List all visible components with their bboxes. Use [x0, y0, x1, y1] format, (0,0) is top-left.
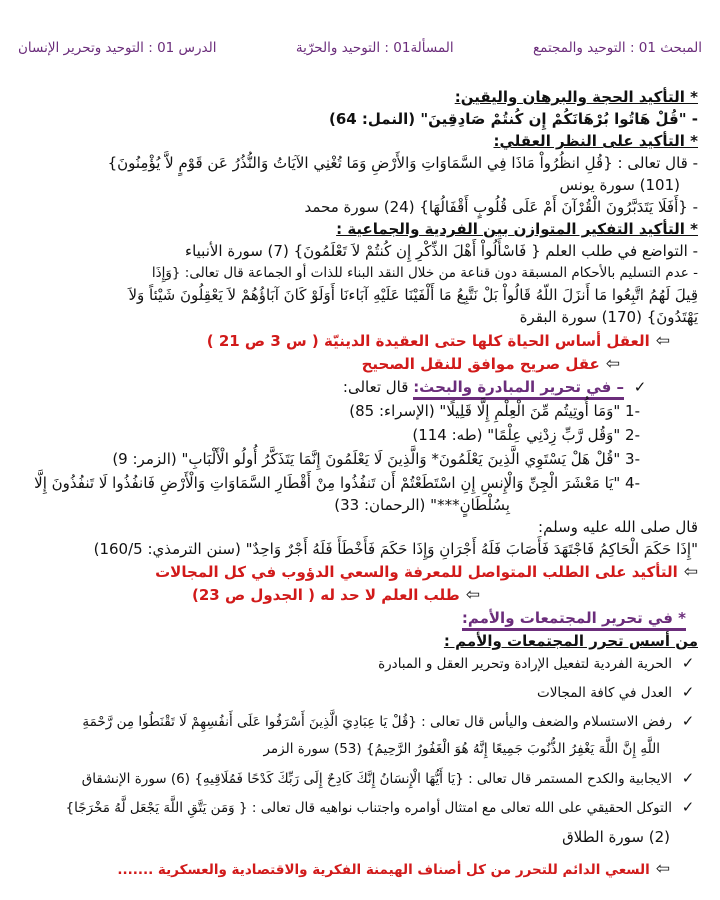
note-line: ⇦طلب العلم لا حد له ( الجدول ص 23): [191, 585, 480, 605]
check-mark-icon: ✓: [681, 798, 695, 816]
header-issue: المسألة01 : التوحيد والحرّية: [295, 40, 454, 56]
verse-line: يَهْتَدُونَ} (170) سورة البقرة: [519, 308, 698, 326]
header-lesson: الدرس 01 : التوحيد وتحرير الإنسان: [18, 40, 217, 56]
verse-line: (2) سورة الطلاق: [562, 828, 670, 846]
note-line: ⇦عقل صريح موافق للنقل الصحيح: [361, 354, 620, 374]
verse-line: -3 "قُلْ هَلْ يَسْتَوِي الَّذِينَ يَعْلَمُونَ* وَالَّذِينَ لَا يَعْلَمُونَ إِنَّمَا يَتَذَكَّرُ أُولُو الْأَلْبَابِ" (الزمر: 9): [112, 450, 640, 468]
list-item: ✓الحرية الفردية لتفعيل الإرادة وتحرير العقل و المبادرة: [20, 652, 698, 675]
verse-line: - "قُلْ هَاتُوا بُرْهَانَكُمْ إِن كُنتُمْ صَادِقِينَ" (النمل: 64): [328, 110, 698, 128]
note-line: ⇦التأكيد على الطلب المتواصل للمعرفة والسعي الدؤوب في كل المجالات: [155, 562, 698, 582]
verse-line: بِسُلْطَانٍ***" (الرحمان: 33): [334, 496, 510, 514]
list-item: ✓رفض الاستسلام والضعف واليأس قال تعالى : {قُلْ يَا عِبَادِيَ الَّذِينَ أَسْرَفُوا عَلَى أَنفُسِهِمْ لَا تَقْنَطُوا مِن رَّحْمَةِ: [20, 710, 698, 733]
arrow-left-outline-icon: ⇦: [655, 859, 670, 879]
check-mark-icon: ✓: [681, 654, 695, 672]
arrow-left-outline-icon: ⇦: [605, 354, 620, 374]
lesson-header: [18, 40, 702, 62]
arrow-left-outline-icon: ⇦: [465, 585, 480, 605]
verse-line: - التواضع في طلب العلم { فَاسْأَلُواْ أَهْلَ الذِّكْرِ إِن كُنتُمْ لاَ تَعْلَمُونَ} (7) سورة الأنبياء: [185, 242, 698, 260]
arrow-left-outline-icon: ⇦: [655, 331, 670, 351]
note-line: ⇦السعي الدائم للتحرر من كل أصناف الهيمنة الفكرية والاقتصادية والعسكرية .......: [117, 859, 670, 879]
list-item: ✓العدل في كافة المجالات: [20, 681, 698, 704]
note-line: ⇦العقل أساس الحياة كلها حتى العقيدة الدينيّة ( س 3 ص 21 ): [206, 331, 670, 351]
check-mark-icon: ✓: [681, 769, 695, 787]
header-topic: المبحث 01 : التوحيد والمجتمع: [532, 40, 702, 56]
arrow-left-outline-icon: ⇦: [683, 562, 698, 582]
list-item: ✓التوكل الحقيقي على الله تعالى مع امتثال أوامره واجتناب نواهيه قال تعالى : { وَمَن يَتَّقِ اللَّهَ يَجْعَل لَّهُ مَخْرَجًا}: [20, 796, 698, 819]
heading-proof: * التأكيد الحجة والبرهان واليقين:: [454, 88, 698, 106]
hadith-line: "إِذَا حَكَمَ الْحَاكِمُ فَاجْتَهَدَ فَأَصَابَ فَلَهُ أَجْرَانِ وَإِذَا حَكَمَ فَأَخْطَأَ فَلَهُ أَجْرٌ وَاحِدٌ" (سنن الترمذي: 160/5): [93, 540, 698, 558]
heading-foundations: من أسس تحرر المجتمعات والأمم :: [443, 632, 698, 650]
verse-line: -4 "يَا مَعْشَرَ الْجِنِّ وَالْإِنسِ إِنِ اسْتَطَعْتُمْ أَن تَنفُذُوا مِنْ أَقْطَارِ السَّمَاوَاتِ وَالْأَرْضِ فَانفُذُوا لَا تَنفُذُونَ إِلَّا: [34, 474, 640, 492]
verse-line: اللَّهِ إِنَّ اللَّهَ يَغْفِرُ الذُّنُوبَ جَمِيعًا إِنَّهُ هُوَ الْغَفُورُ الرَّحِيمُ} (53) سورة الزمر: [263, 741, 660, 757]
section-societies: * في تحرير المجتمعات والأمم:: [20, 607, 686, 629]
list-item: ✓الايجابية والكدح المستمر قال تعالى : {يَا أَيُّهَا الْإِنسَانُ إِنَّكَ كَادِحٌ إِلَى رَبِّكَ كَدْحًا فَمُلَاقِيهِ} (6) سورة الإنشقاق: [20, 767, 698, 790]
verse-line: (101) سورة يونس: [559, 176, 680, 194]
body-line: - عدم التسليم بالأحكام المسبقة دون قناعة من خلال النقد البناء للذات أو الجماعة قال تعالى: {وَإِذَا: [151, 265, 698, 281]
verse-line: -2 "وَقُل رَّبِّ زِدْنِي عِلْمًا" (طه: 114): [412, 426, 640, 444]
verse-line: - قال تعالى : {قُلِ انظُرُواْ مَاذَا فِي السَّمَاوَاتِ وَالأَرْضِ وَمَا تُغْنِي الآيَاتُ وَالنُّذُرُ عَن قَوْمٍ لاَّ يُؤْمِنُونَ}: [107, 154, 698, 172]
check-mark-icon: ✓: [633, 378, 647, 396]
section-initiative: ✓– في تحرير المبادرة والبحث: قال تعالى:: [20, 376, 650, 398]
verse-line: -1 "وَمَا أُوتِيتُم مِّنَ الْعِلْمِ إِلَّا قَلِيلًا" (الإسراء: 85): [349, 402, 640, 420]
verse-line: قِيلَ لَهُمُ اتَّبِعُوا مَا أَنزَلَ اللّهُ قَالُواْ بَلْ نَتَّبِعُ مَا أَلْفَيْنَا عَلَيْهِ آبَاءنَا أَوَلَوْ كَانَ آبَاؤُهُمْ لاَ يَعْقِلُونَ شَيْئاً وَلاَ: [128, 286, 698, 304]
verse-line: - {أَفَلَا يَتَدَبَّرُونَ الْقُرْآنَ أَمْ عَلَى قُلُوبٍ أَقْفَالُهَا} (24) سورة محمد: [304, 198, 698, 216]
check-mark-icon: ✓: [681, 712, 695, 730]
heading-balance: * التأكيد التفكير المتوازن بين الفردية والجماعية :: [336, 220, 698, 238]
heading-reason: * التأكيد على النظر العقلي:: [493, 132, 698, 150]
hadith-intro: قال صلى الله عليه وسلم:: [538, 518, 698, 536]
check-mark-icon: ✓: [681, 683, 695, 701]
